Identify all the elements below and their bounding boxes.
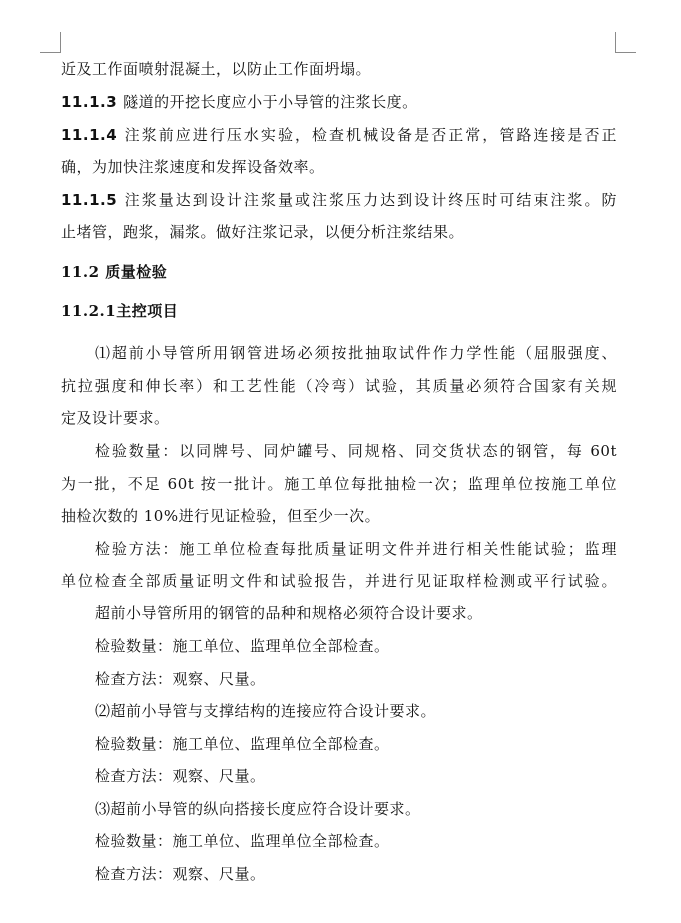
clause-number: 11.1.3 bbox=[61, 93, 118, 111]
text-line: 检验数量：施工单位、监理单位全部检查。 bbox=[95, 832, 390, 850]
clause-11-1-4 bbox=[61, 125, 617, 145]
clause-11-1-3 bbox=[61, 92, 418, 112]
text-line: 检查方法：观察、尺量。 bbox=[95, 767, 266, 785]
clause-number: 11.1.5 bbox=[61, 191, 118, 209]
section-heading-11-2: 11.2 质量检验 bbox=[61, 263, 168, 281]
text-line: 近及工作面喷射混凝土，以防止工作面坍塌。 bbox=[61, 60, 372, 78]
text-line: 检验数量：施工单位、监理单位全部检查。 bbox=[95, 735, 390, 753]
text-line: 超前小导管所用的钢管的品种和规格必须符合设计要求。 bbox=[95, 604, 483, 622]
text-line: 检验数量：以同牌号、同炉罐号、同规格、同交货状态的钢管，每 60t bbox=[95, 442, 617, 460]
text-line: 为一批，不足 60t 按一批计。施工单位每批抽检一次；监理单位按施工单位 bbox=[61, 475, 617, 493]
crop-mark-top-left bbox=[40, 32, 61, 53]
text-line: 单位检查全部质量证明文件和试验报告，并进行见证取样检测或平行试验。 bbox=[61, 572, 617, 590]
text-line: ⑶超前小导管的纵向搭接长度应符合设计要求。 bbox=[95, 800, 421, 818]
text-line: 确，为加快注浆速度和发挥设备效率。 bbox=[61, 158, 325, 176]
text-line: 抽检次数的 10%进行见证检验，但至少一次。 bbox=[61, 507, 381, 525]
text-line: 检验方法：施工单位检查每批质量证明文件并进行相关性能试验；监理 bbox=[95, 540, 617, 558]
text-line: 止堵管，跑浆，漏浆。做好注浆记录，以便分析注浆结果。 bbox=[61, 223, 465, 241]
subsection-heading-11-2-1: 11.2.1主控项目 bbox=[61, 302, 179, 320]
clause-11-1-5 bbox=[61, 190, 617, 210]
crop-mark-top-right bbox=[615, 32, 636, 53]
clause-text: 注浆前应进行压水实验，检查机械设备是否正常，管路连接是否正 bbox=[123, 126, 617, 144]
text-line: ⑴超前小导管所用钢管进场必须按批抽取试件作力学性能（屈服强度、 bbox=[95, 344, 617, 362]
clause-text: 注浆量达到设计注浆量或注浆压力达到设计终压时可结束注浆。防 bbox=[123, 191, 617, 209]
clause-text: 隧道的开挖长度应小于小导管的注浆长度。 bbox=[123, 93, 418, 111]
text-line: 抗拉强度和伸长率）和工艺性能（冷弯）试验，其质量必须符合国家有关规 bbox=[61, 377, 617, 395]
text-line: 检验数量：施工单位、监理单位全部检查。 bbox=[95, 637, 390, 655]
text-line: 检查方法：观察、尺量。 bbox=[95, 865, 266, 883]
text-line: 定及设计要求。 bbox=[61, 409, 170, 427]
clause-number: 11.1.4 bbox=[61, 126, 118, 144]
text-line: 检查方法：观察、尺量。 bbox=[95, 670, 266, 688]
text-line: ⑵超前小导管与支撑结构的连接应符合设计要求。 bbox=[95, 702, 437, 720]
